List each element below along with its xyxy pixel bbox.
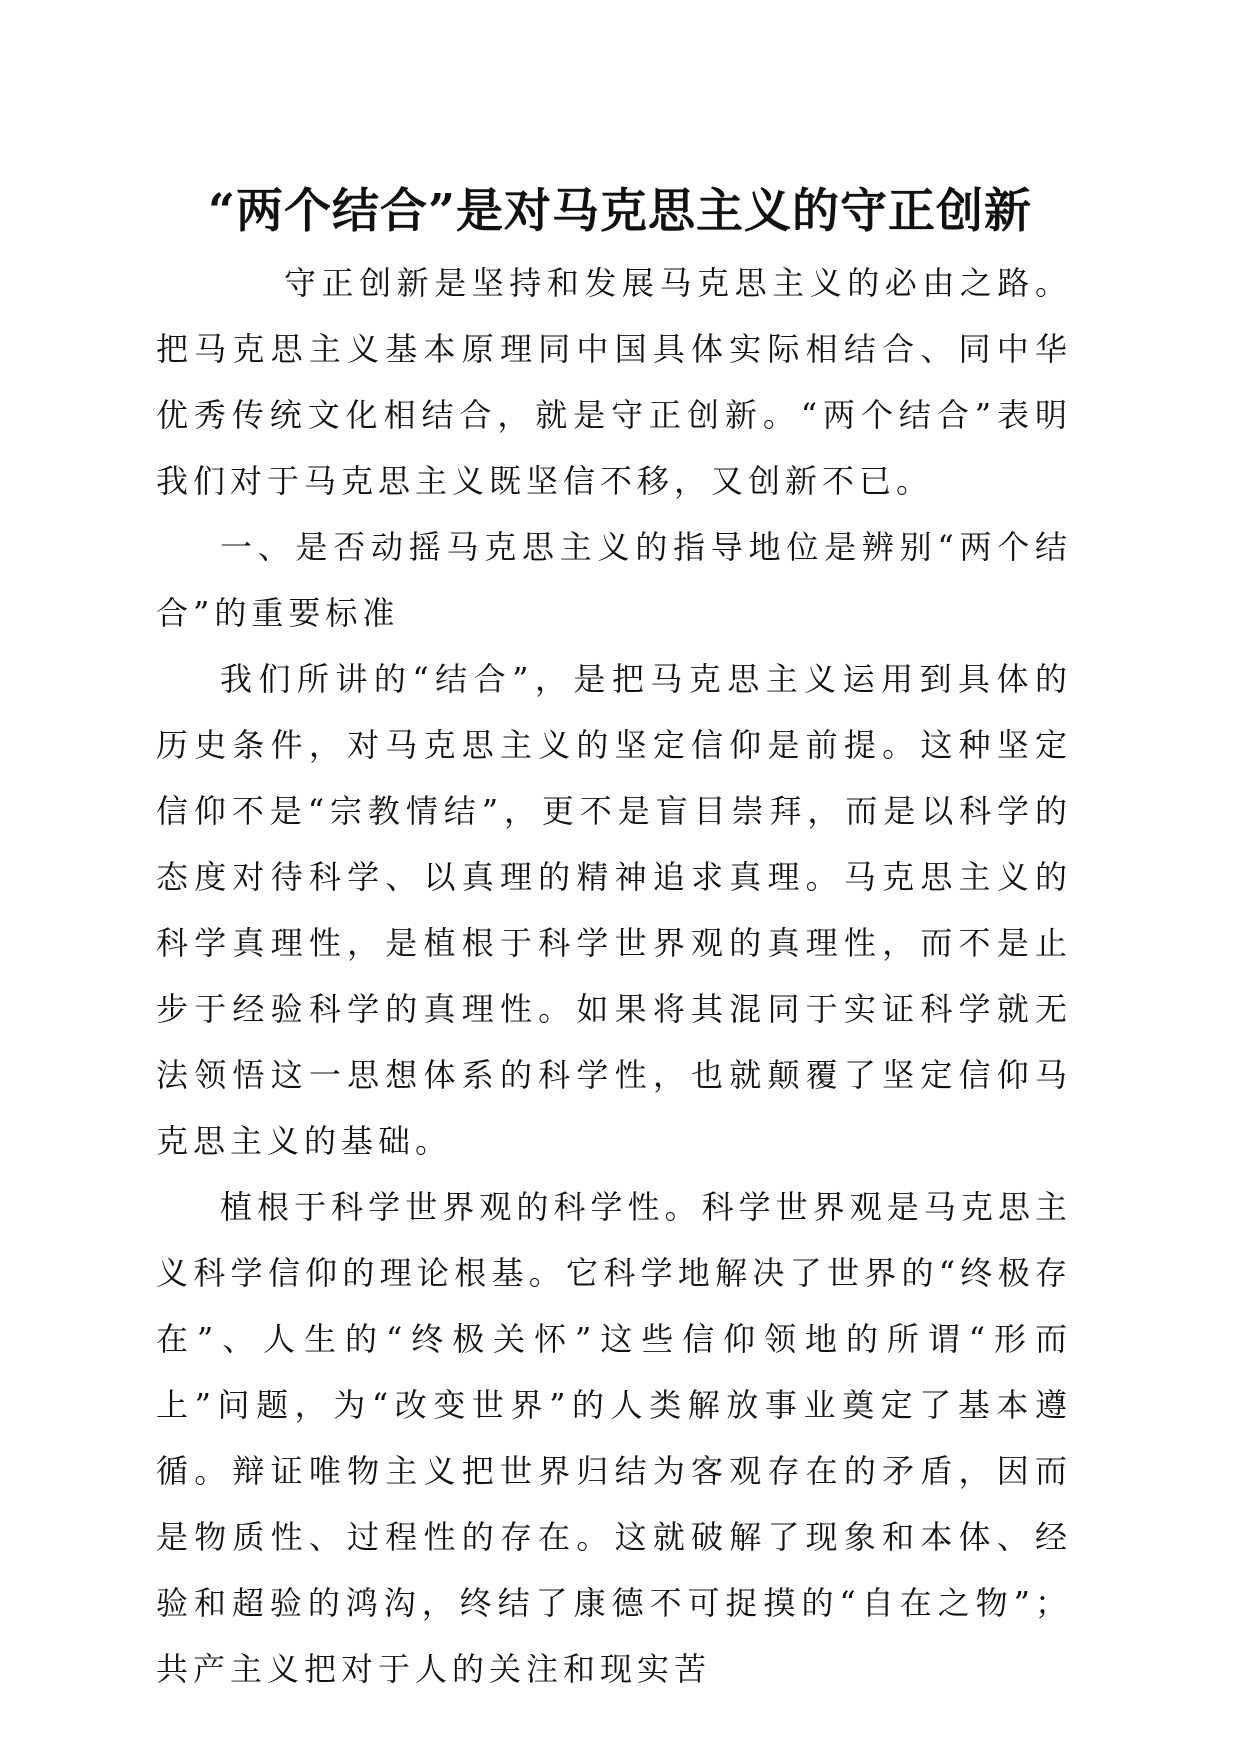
section-heading-1: 一、是否动摇马克思主义的指导地位是辨别“两个结合”的重要标准 <box>156 528 1072 632</box>
paragraph-combination: 我们所讲的“结合”，是把马克思主义运用到具体的历史条件，对马克思主义的坚定信仰是前提。这种坚定信仰不是“宗教情结”，更不是盲目崇拜，而是以科学的态度对待科学、以真理的精神追求真理。马克思主义的科学真理性，是植根于科学世界观的真理性，而不是止步于经验科学的真理性。如果将其混同于实证科学就无法领悟这一思想体系的科学性，也就颠覆了坚定信仰马克思主义的基础。 <box>156 660 1072 1160</box>
document-title: “两个结合”是对马克思主义的守正创新 <box>207 184 1033 239</box>
document-body <box>156 250 1072 1702</box>
paragraph-worldview: 植根于科学世界观的科学性。科学世界观是马克思主义科学信仰的理论根基。它科学地解决了世界的“终极存在”、人生的“终极关怀”这些信仰领地的所谓“形而上”问题，为“改变世界”的人类解放事业奠定了基本遵循。辩证唯物主义把世界归结为客观存在的矛盾，因而是物质性、过程性的存在。这就破解了现象和本体、经验和超验的鸿沟，终结了康德不可捉摸的“自在之物”；共产主义把对于人的关注和现实苦 <box>156 1188 1072 1688</box>
paragraph-intro: 守正创新是坚持和发展马克思主义的必由之路。把马克思主义基本原理同中国具体实际相结合、同中华优秀传统文化相结合，就是守正创新。“两个结合”表明我们对于马克思主义既坚信不移，又创新不已。 <box>156 264 1072 500</box>
